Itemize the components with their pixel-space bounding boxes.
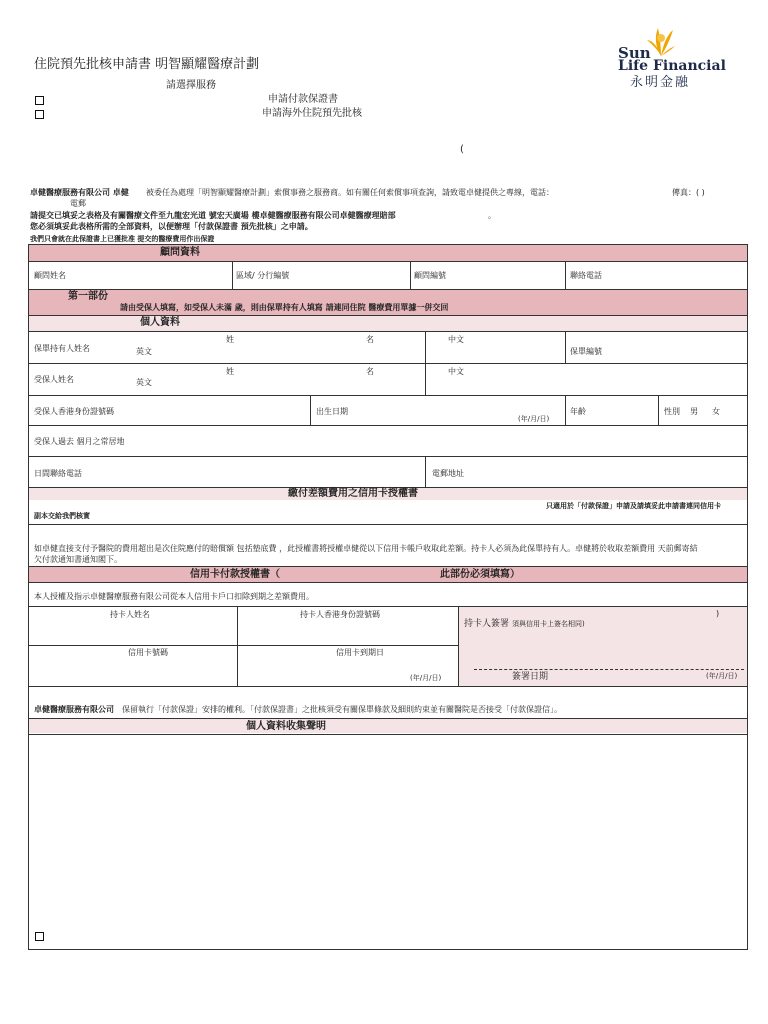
checkbox-overseas[interactable] [35,110,44,119]
privacy-title: 個人資料收集聲明 [246,721,326,732]
card-auth-header-bg [29,567,747,582]
insured-surname-label: 姓 [226,367,234,376]
signature-label: 持卡人簽署 [464,619,510,629]
dob-label: 出生日期 [316,407,348,416]
logo-lf-text: Life Financial [618,58,726,74]
holder-chinese-label: 中文 [448,335,464,344]
holder-english-label: 英文 [136,347,152,356]
intro-dot: 。 [488,211,496,220]
intro-email: 電郵 [70,199,86,208]
card-expiry-label: 信用卡到期日 [336,648,384,657]
intro-company: 卓健醫療服務有限公司 卓健 [30,188,129,197]
intro-text-3: 您必須填妥此表格所需的全部資料，以便辦理「付款保證書 預先批核」之申請。 [30,222,313,231]
sign-date-label: 簽署日期 [512,672,549,682]
day-phone-label: 日間聯絡電話 [34,469,82,478]
sunlife-logo [616,26,728,96]
consultant-section-title: 顧問資料 [160,247,200,258]
part1-instruction: 請由受保人填寫，如受保人未滿 歲，則由保單持有人填寫 請連同住院 醫療費用單據一併交回 [120,303,449,312]
email-label: 電郵地址 [432,469,464,478]
privacy-header-bg [29,719,747,733]
checkbox-privacy[interactable] [35,932,44,941]
credit-auth-title: 繳付差額費用之信用卡授權書 [288,488,418,499]
logo-sun-text: Sun [618,44,651,62]
logo-chinese-text: 永明金融 [630,75,691,90]
card-auth-title-left: 信用卡付款授權書（ [190,569,280,580]
credit-auth-copy: 副本交給我們核實 [34,512,90,520]
insured-name-label: 受保人姓名 [34,375,74,384]
consultant-phone-label: 聯絡電話 [570,271,602,280]
form-title: 住院預先批核申請書 明智顯耀醫療計劃 [34,57,260,72]
reserve-text: 保留執行「付款保證」安排的權利。「付款保證書」之批核須受有關保單條款及細則約束並有關醫院是否接受「付款保證信」。 [122,705,562,714]
hkid-label: 受保人香港身份證號碼 [34,407,114,416]
option-overseas-label: 申請海外住院預先批核 [262,108,362,119]
intro-text-2: 請提交已填妥之表格及有關醫療文件至九龍宏光道 號宏天廣場 樓卓健醫療服務有限公司卓健醫療理賠部 [30,211,396,220]
residence-label: 受保人過去 個月之常居地 [34,437,125,446]
insured-english-label: 英文 [136,378,152,387]
personal-section-title: 個人資料 [140,317,180,328]
insured-given-label: 名 [366,367,374,376]
card-auth-text: 本人授權及指示卓健醫療服務有限公司從本人信用卡戶口扣除到期之差額費用。 [34,592,314,601]
intro-fax: 傳真：( ) [672,188,705,197]
credit-auth-para-1: 如卓健直接支付予醫院的費用超出是次住院應付的賠償額 包括墊底費 ，此授權書將授權卓健從以下信用卡帳戶收取此差額。持卡人必須為此保單持有人。卓健將於收取差額費用 天前郵寄結 [34,544,698,553]
cardholder-hkid-label: 持卡人香港身份證號碼 [300,610,380,619]
age-label: 年齡 [570,407,586,416]
consultant-code-label: 顧問編號 [414,271,446,280]
signature-paren-close: ) [716,609,720,618]
signature-note: 須與信用卡上簽名相同) [512,620,585,628]
sex-male-label[interactable]: 男 [690,407,698,416]
card-auth-title-right: 此部份必須填寫） [440,569,520,580]
intro-text-4: 我們只會就在此保證書上已獲批准 提交的醫療費用作出保證 [30,235,215,243]
holder-given-label: 名 [366,335,374,344]
holder-surname-label: 姓 [226,335,234,344]
sex-label: 性別 [664,407,680,416]
select-service-label: 請選擇服務 [166,80,216,91]
insured-chinese-label: 中文 [448,367,464,376]
reserve-company: 卓健醫療服務有限公司 [34,705,114,714]
personal-header-bg [29,316,747,331]
expiry-format-label: (年/月/日) [410,674,442,682]
intro-text-1: 被委任為處理「明智顯耀醫療計劃」索償事務之服務商。如有關任何索償事項查詢，請致電卓健提供之專線，電話： [146,188,554,197]
card-number-label: 信用卡號碼 [128,648,168,657]
credit-auth-para-2: 欠付款通知書通知閣下。 [34,555,122,564]
cardholder-name-label: 持卡人姓名 [110,610,150,619]
consultant-header-bg [29,245,747,261]
credit-auth-note: 只適用於「付款保證」申請及請填妥此申請書連同信用卡 [546,502,721,510]
part1-title: 第一部份 [68,291,108,302]
checkbox-guarantee[interactable] [35,96,44,105]
consultant-region-label: 區域/ 分行編號 [236,271,290,280]
holder-name-label: 保單持有人姓名 [34,344,90,353]
signature-line[interactable] [474,669,744,670]
sign-date-format-label: (年/月/日) [706,672,738,680]
policy-number-label: 保單編號 [570,347,602,356]
sex-female-label[interactable]: 女 [712,407,720,416]
option-guarantee-label: 申請付款保證書 [268,94,338,105]
open-paren: ( [460,144,464,155]
dob-format-label: (年/月/日) [518,415,550,423]
consultant-name-label: 顧問姓名 [34,271,66,280]
